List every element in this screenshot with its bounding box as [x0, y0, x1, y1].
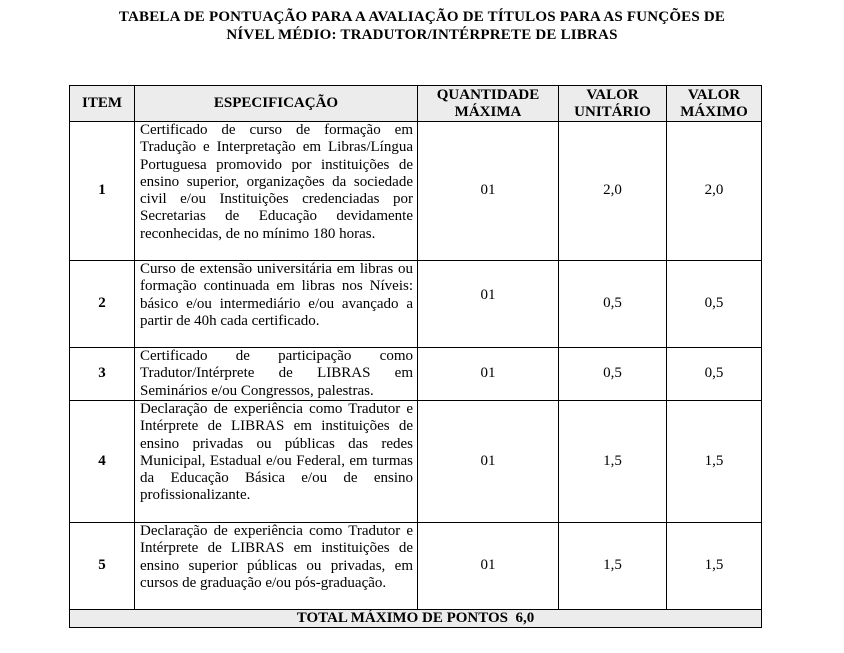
row-max-quantity: 01	[418, 523, 559, 610]
row-unit-value: 1,5	[559, 523, 667, 610]
total-row	[70, 610, 762, 628]
row-item-number: 4	[70, 401, 135, 523]
row-max-value: 1,5	[667, 401, 762, 523]
row-specification: Declaração de experiência como Tradutor e Intérprete de LIBRAS em instituições de ensino privadas ou públicas das redes Municipal, Estadual e/ou Federal, em turmas da Educação Básica e/ou de ensino profissionalizante.	[135, 401, 418, 523]
row-unit-value: 0,5	[559, 261, 667, 348]
row-max-quantity: 01	[418, 122, 559, 261]
table-row	[70, 122, 762, 261]
row-max-value: 0,5	[667, 261, 762, 348]
row-max-quantity: 01	[418, 261, 559, 348]
row-specification: Declaração de experiência como Tradutor e Intérprete de LIBRAS em instituições de ensino superior públicas ou privadas, em cursos de graduação e/ou pós-graduação.	[135, 523, 418, 610]
row-max-quantity: 01	[418, 348, 559, 401]
row-max-value: 0,5	[667, 348, 762, 401]
table-row	[70, 401, 762, 523]
row-specification: Curso de extensão universitária em libras ou formação continuada em libras nos Níveis: básico e/ou intermediário e/ou avançado a partir de 40h cada certificado.	[135, 261, 418, 348]
row-item-number: 1	[70, 122, 135, 261]
row-specification: Certificado de curso de formação em Tradução e Interpretação em Libras/Língua Portuguesa promovido por instituições de ensino superior, organizações da sociedade civil e/ou Instituições credenciadas por Secretarias de Educação devidamente reconhecidas, de no mínimo 180 horas.	[135, 122, 418, 261]
row-item-number: 3	[70, 348, 135, 401]
row-item-number: 2	[70, 261, 135, 348]
header-max-quantity: QUANTIDADE MÁXIMA	[418, 86, 559, 122]
header-specification: ESPECIFICAÇÃO	[135, 86, 418, 122]
title-line-2: NÍVEL MÉDIO: TRADUTOR/INTÉRPRETE DE LIBRAS	[226, 27, 618, 43]
header-item: ITEM	[70, 86, 135, 122]
table-row	[70, 523, 762, 610]
header-max-value: VALOR MÁXIMO	[667, 86, 762, 122]
table-row	[70, 261, 762, 348]
row-specification: Certificado de participação como Tradutor/Intérprete de LIBRAS em Seminários e/ou Congressos, palestras.	[135, 348, 418, 401]
table-row	[70, 348, 762, 401]
row-unit-value: 2,0	[559, 122, 667, 261]
row-item-number: 5	[70, 523, 135, 610]
document-title	[0, 8, 844, 44]
row-max-quantity: 01	[418, 401, 559, 523]
scoring-table	[69, 85, 762, 628]
header-row	[70, 86, 762, 122]
header-unit-value: VALOR UNITÁRIO	[559, 86, 667, 122]
row-max-value: 2,0	[667, 122, 762, 261]
row-unit-value: 0,5	[559, 348, 667, 401]
title-line-1: TABELA DE PONTUAÇÃO PARA A AVALIAÇÃO DE TÍTULOS PARA AS FUNÇÕES DE	[118, 9, 726, 25]
row-unit-value: 1,5	[559, 401, 667, 523]
row-max-value: 1,5	[667, 523, 762, 610]
total-max-points: TOTAL MÁXIMO DE PONTOS 6,0	[70, 610, 762, 628]
